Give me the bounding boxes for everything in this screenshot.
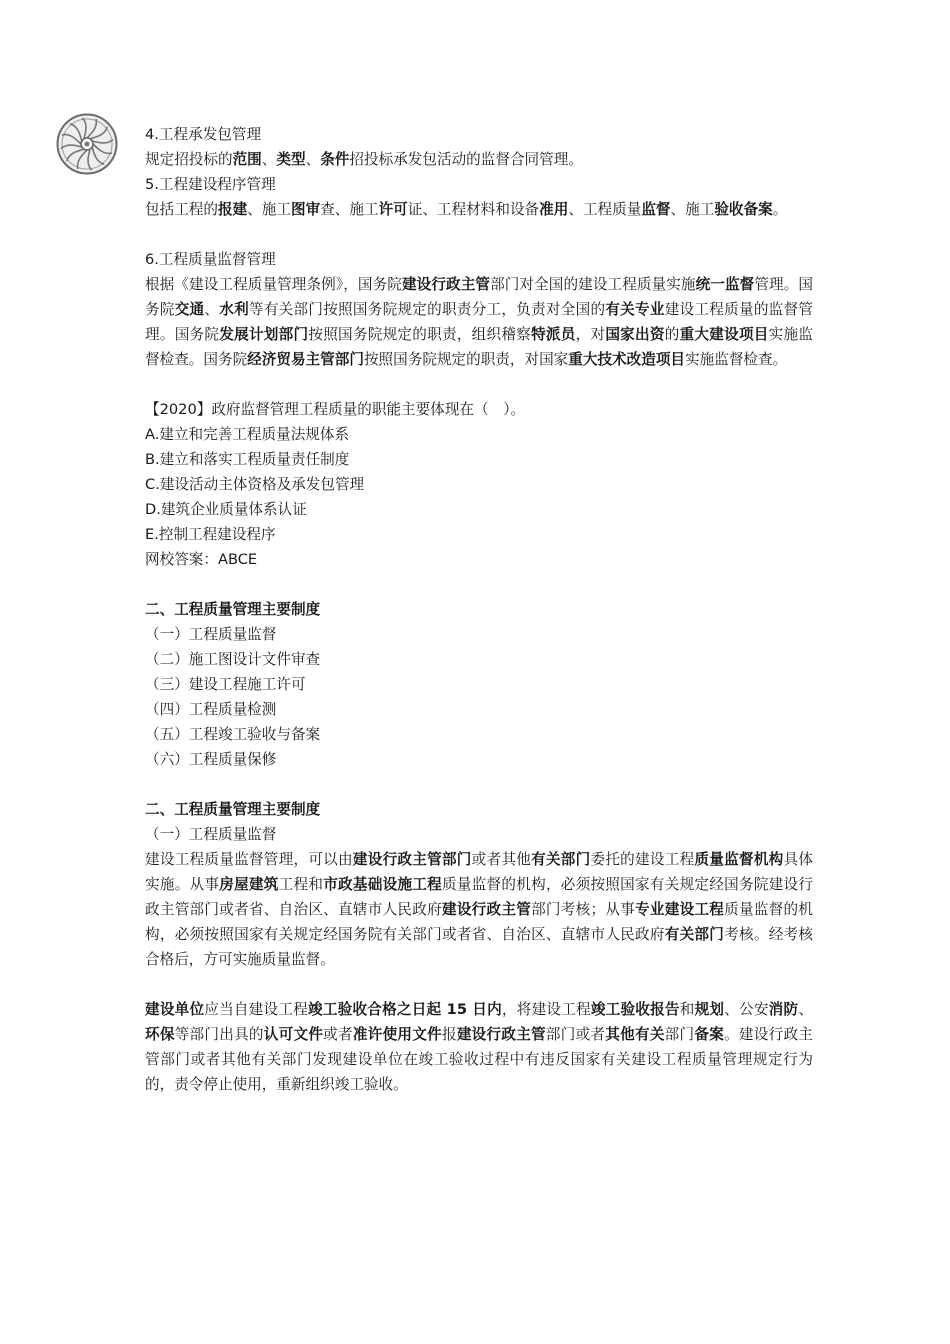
body-text: ，将建设工程 xyxy=(501,1001,591,1018)
emphasis-text: 消防 xyxy=(768,1001,799,1018)
emphasis-text: 监督 xyxy=(641,201,671,218)
body-text: 规定招投标的 xyxy=(145,151,233,168)
emphasis-text: 市政基础设施工程 xyxy=(323,876,442,893)
emphasis-text: 有关部门 xyxy=(531,851,591,868)
body-text: 的 xyxy=(664,326,680,343)
body-text: 部门 xyxy=(664,1026,695,1043)
body-text: 或者其他 xyxy=(471,851,532,868)
body-text: 建设工程质量的监督管理。国务院 xyxy=(145,301,813,343)
body-text: 招投标承发包活动的监督合同管理。 xyxy=(349,151,583,168)
emphasis-text: 验收备案 xyxy=(714,201,773,218)
body-text: 按照国务院规定的职责，组织稽察 xyxy=(308,326,532,343)
body-text: 、公安 xyxy=(724,1001,769,1018)
body-text: 。 xyxy=(772,201,788,218)
emphasis-text: 建设单位 xyxy=(145,1001,205,1018)
system-item-5: （五）工程竣工验收与备案 xyxy=(145,726,321,743)
systems-heading: 二、工程质量管理主要制度 xyxy=(145,601,321,618)
section-5-body xyxy=(145,197,813,222)
emphasis-text: 报建 xyxy=(217,201,248,218)
body-text: 包括工程的 xyxy=(145,201,218,218)
body-text: ，对 xyxy=(575,326,606,343)
emphasis-text: 发展计划部门 xyxy=(219,326,309,343)
body-text: 应当自建设工程 xyxy=(204,1001,309,1018)
emphasis-text: 环保 xyxy=(145,1026,175,1043)
body-text: 部门对全国的建设工程质量实施 xyxy=(490,276,696,293)
body-text: 建设工程质量监督管理，可以由 xyxy=(145,851,353,868)
emphasis-text: 图审 xyxy=(290,201,321,218)
emphasis-text: 认可文件 xyxy=(263,1026,324,1043)
section-6-title: 6.工程质量监督管理 xyxy=(145,251,276,268)
emphasis-text: 条件 xyxy=(320,151,350,168)
emphasis-text: 质量监督机构 xyxy=(694,851,784,868)
emphasis-text: 有关专业 xyxy=(605,301,665,318)
emphasis-text: 特派员 xyxy=(531,326,576,343)
section-4-body xyxy=(145,147,813,172)
section-4-title: 4.工程承发包管理 xyxy=(145,126,262,143)
body-text: 具体实施。从事 xyxy=(145,851,813,893)
option-b: B.建立和落实工程质量责任制度 xyxy=(145,451,350,468)
option-e: E.控制工程建设程序 xyxy=(145,526,276,543)
body-text: 证、工程材料和设备 xyxy=(407,201,540,218)
emphasis-text: 房屋建筑 xyxy=(219,876,279,893)
emphasis-text: 许可 xyxy=(378,201,408,218)
body-text: 等部门出具的 xyxy=(174,1026,264,1043)
body-text: 、 xyxy=(305,151,321,168)
system-item-6: （六）工程质量保修 xyxy=(145,751,277,768)
emphasis-text: 交通 xyxy=(174,301,205,318)
body-text: 、工程质量 xyxy=(568,201,642,218)
body-text: 质量监督的机构，必须按照国家有关规定经国务院有关部门或者省、自治区、直辖市人民政府 xyxy=(145,901,813,943)
body-text: 部门考核；从事 xyxy=(531,901,636,918)
body-text: 、 xyxy=(798,1001,813,1018)
body-text: 考核。经考核合格后，方可实施质量监督。 xyxy=(145,926,813,968)
section-6-body xyxy=(145,272,813,372)
body-text: 根据《建设工程质量管理条例》，国务院 xyxy=(145,276,402,293)
emphasis-text: 建设行政主管 xyxy=(441,901,532,918)
body-text: 质量监督的机构，必须按照国家有关规定经国务院建设行政主管部门或者省、自治区、直辖市人民政府 xyxy=(145,876,813,918)
emphasis-text: 范围 xyxy=(232,151,262,168)
body-text: 部门或者 xyxy=(545,1026,606,1043)
question-stem: 【2020】政府监督管理工程质量的职能主要体现在（ ）。 xyxy=(145,401,526,418)
emphasis-text: 建设行政主管 xyxy=(401,276,491,293)
body-text: 工程和 xyxy=(278,876,324,893)
emphasis-text: 国家出资 xyxy=(605,326,665,343)
body-text: 查、施工 xyxy=(320,201,379,218)
section-5-title: 5.工程建设程序管理 xyxy=(145,176,276,193)
emphasis-text: 其他有关 xyxy=(605,1026,665,1043)
option-d: D.建筑企业质量体系认证 xyxy=(145,501,307,518)
supervision-heading: 二、工程质量管理主要制度 xyxy=(145,801,321,818)
body-text: 、 xyxy=(204,301,220,318)
body-text: 管理。国务院 xyxy=(145,276,813,318)
body-text: 或者 xyxy=(323,1026,353,1043)
document-body xyxy=(145,122,813,1097)
system-item-2: （二）施工图设计文件审查 xyxy=(145,651,321,668)
system-item-3: （三）建设工程施工许可 xyxy=(145,676,306,693)
emphasis-text: 有关部门 xyxy=(664,926,725,943)
option-a: A.建立和完善工程质量法规体系 xyxy=(145,426,350,443)
system-item-4: （四）工程质量检测 xyxy=(145,701,277,718)
emphasis-text: 水利 xyxy=(219,301,249,318)
body-text: 。建设行政主管部门或者其他有关部门发现建设单位在竣工验收过程中有违反国家有关建设工程质量管理规定行为的，责令停止使用，重新组织竣工验收。 xyxy=(145,1026,813,1093)
logo-swirl-icon xyxy=(56,113,118,175)
emphasis-text: 重大技术改造项目 xyxy=(568,351,686,368)
emphasis-text: 类型 xyxy=(276,151,306,168)
emphasis-text: 专业建设工程 xyxy=(635,901,725,918)
emphasis-text: 建设行政主管 xyxy=(456,1026,546,1043)
body-text: 、施工 xyxy=(247,201,291,218)
emphasis-text: 建设行政主管部门 xyxy=(352,851,472,868)
body-text: 、 xyxy=(261,151,277,168)
emphasis-text: 重大建设项目 xyxy=(679,326,769,343)
emphasis-text: 竣工验收合格之日起 15 日内 xyxy=(308,1001,502,1018)
body-text: 和 xyxy=(679,1001,695,1018)
body-text: 实施监督检查。 xyxy=(685,351,788,368)
body-text: 按照国务院规定的职责，对国家 xyxy=(363,351,569,368)
body-text: 等有关部门按照国务院规定的职责分工，负责对全国的 xyxy=(248,301,606,318)
option-c: C.建设活动主体资格及承发包管理 xyxy=(145,476,365,493)
body-text: 实施监督检查。国务院 xyxy=(145,326,813,368)
supervision-paragraph-2 xyxy=(145,997,813,1097)
supervision-paragraph-1 xyxy=(145,847,813,972)
system-item-1: （一）工程质量监督 xyxy=(145,626,277,643)
emphasis-text: 统一监督 xyxy=(695,276,755,293)
body-text: 委托的建设工程 xyxy=(590,851,695,868)
body-text: 报 xyxy=(441,1026,457,1043)
emphasis-text: 规划 xyxy=(694,1001,725,1018)
answer: 网校答案：ABCE xyxy=(145,551,258,568)
body-text: 、施工 xyxy=(670,201,715,218)
emphasis-text: 备案 xyxy=(694,1026,725,1043)
emphasis-text: 准用 xyxy=(539,201,569,218)
supervision-subheading: （一）工程质量监督 xyxy=(145,826,277,843)
emphasis-text: 竣工验收报告 xyxy=(590,1001,680,1018)
emphasis-text: 准许使用文件 xyxy=(352,1026,442,1043)
emphasis-text: 经济贸易主管部门 xyxy=(247,351,364,368)
